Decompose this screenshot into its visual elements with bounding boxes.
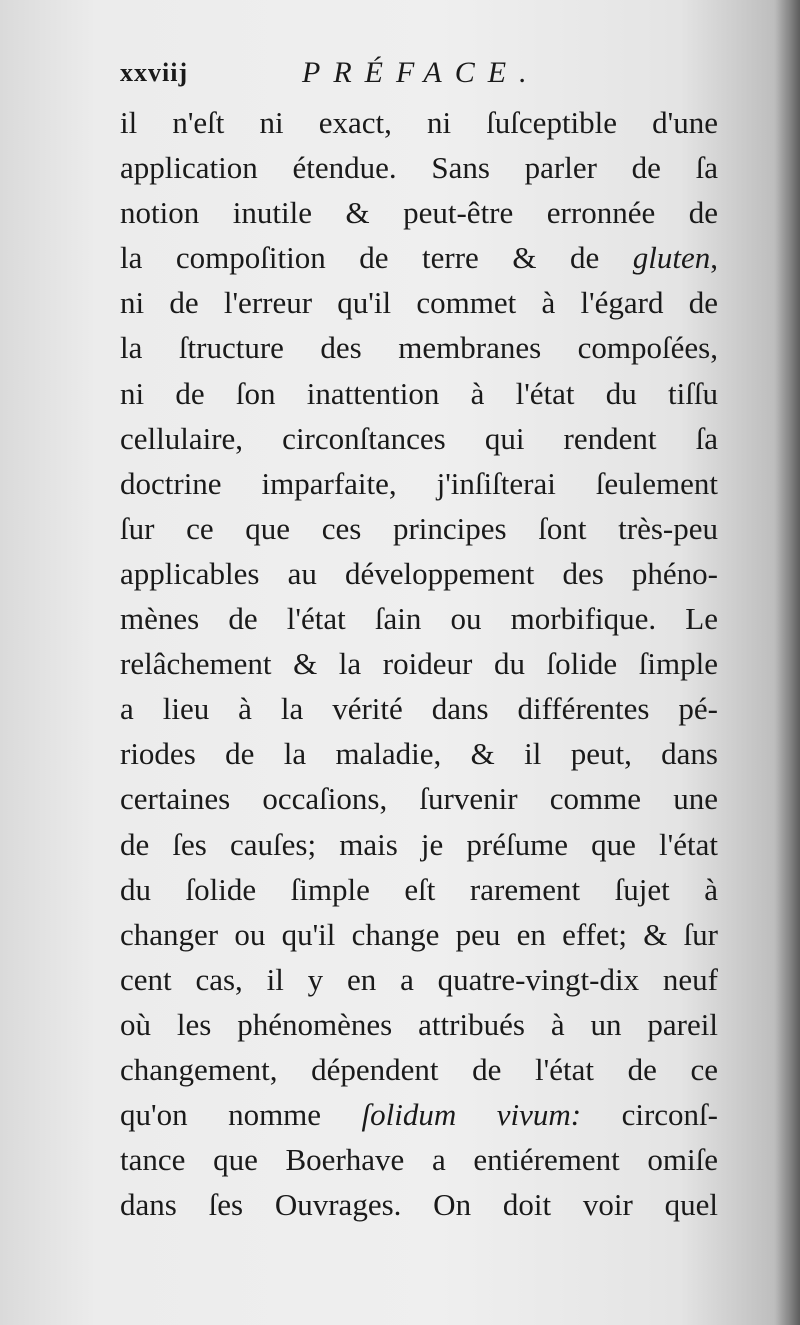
text-line: ni de l'erreur qu'il commet à l'égard de [120, 285, 718, 321]
text-line: dans ſes Ouvrages. On doit voir quel [120, 1187, 718, 1223]
text-line [120, 235, 718, 280]
text-line: doctrine imparfaite, j'inſiſterai ſeulement [120, 465, 718, 501]
text-line: de ſes cauſes; mais je préſume que l'état [120, 826, 718, 862]
text-line: du ſolide ſimple eſt rarement ſujet à [120, 871, 718, 907]
text-line: mènes de l'état ſain ou morbifique. Le [120, 601, 718, 637]
text-line: notion inutile & peut-être erronnée de [120, 195, 718, 231]
text-segment: la compoſition de terre & de [120, 240, 633, 276]
body-text [120, 100, 718, 1227]
page-number: xxviij [120, 58, 189, 87]
text-line: a lieu à la vérité dans différentes pé- [120, 691, 718, 727]
page-header [120, 58, 720, 98]
text-line: riodes de la maladie, & il peut, dans [120, 736, 718, 772]
text-line: certaines occaſions, ſurvenir comme une [120, 781, 718, 817]
text-line: changer ou qu'il change peu en effet; & ſur [120, 916, 718, 952]
text-line: où les phénomènes attribués à un pareil [120, 1006, 718, 1042]
text-line: application étendue. Sans parler de ſa [120, 150, 718, 186]
text-line: il n'eſt ni exact, ni ſuſceptible d'une [120, 105, 718, 140]
italic-term: ſolidum vivum: [361, 1097, 582, 1133]
text-line: applicables au développement des phéno- [120, 555, 718, 591]
text-line: cellulaire, circonſtances qui rendent ſa [120, 420, 718, 456]
text-segment: , [710, 240, 718, 276]
text-segment: qu'on nomme [120, 1097, 362, 1133]
text-line: tance que Boerhave a entiérement omiſe [120, 1142, 718, 1178]
text-line: cent cas, il y en a quatre-vingt-dix neuf [120, 961, 718, 997]
page-gutter-shadow [774, 0, 800, 1325]
text-segment: circonſ- [581, 1097, 718, 1133]
italic-term: gluten [632, 240, 711, 276]
text-line: ni de ſon inattention à l'état du tiſſu [120, 375, 718, 411]
text-line: la ſtructure des membranes compoſées, [120, 330, 718, 366]
text-line: changement, dépendent de l'état de ce [120, 1051, 718, 1087]
running-title: PRÉFACE. [302, 56, 540, 89]
text-line: ſur ce que ces principes ſont très-peu [120, 510, 718, 546]
text-line: relâchement & la roideur du ſolide ſimple [120, 646, 718, 682]
text-line [120, 1092, 718, 1137]
